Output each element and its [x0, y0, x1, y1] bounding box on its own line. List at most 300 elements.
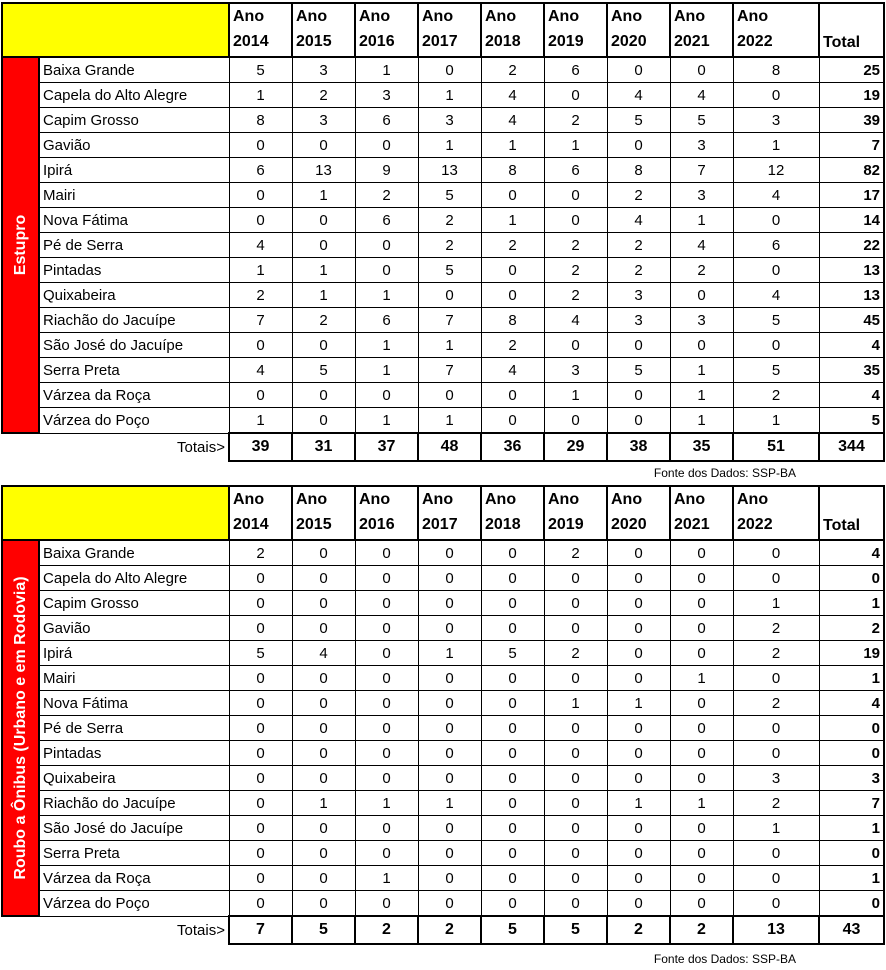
cell-value: 1 — [229, 83, 292, 108]
municipality-name: Capela do Alto Alegre — [39, 83, 229, 108]
cell-value: 1 — [733, 133, 819, 158]
row-total: 4 — [819, 691, 884, 716]
cell-value: 1 — [292, 183, 355, 208]
municipality-name: Pintadas — [39, 258, 229, 283]
cell-value: 2 — [481, 333, 544, 358]
cell-value: 0 — [418, 741, 481, 766]
cell-value: 1 — [292, 258, 355, 283]
row-total: 82 — [819, 158, 884, 183]
column-total: 29 — [544, 433, 607, 461]
table-row — [2, 766, 884, 791]
cell-value: 0 — [607, 716, 670, 741]
cell-value: 3 — [292, 57, 355, 83]
cell-value: 1 — [229, 258, 292, 283]
column-total: 5 — [544, 916, 607, 944]
table-row — [2, 666, 884, 691]
cell-value: 0 — [670, 566, 733, 591]
cell-value: 0 — [229, 716, 292, 741]
year-header: Ano 2016 — [355, 486, 418, 540]
cell-value: 4 — [229, 233, 292, 258]
cell-value: 0 — [292, 841, 355, 866]
cell-value: 0 — [355, 666, 418, 691]
cell-value: 0 — [544, 891, 607, 917]
totals-row — [2, 433, 884, 461]
cell-value: 0 — [481, 283, 544, 308]
row-total: 3 — [819, 766, 884, 791]
table-row — [2, 333, 884, 358]
cell-value: 12 — [733, 158, 819, 183]
cell-value: 1 — [670, 666, 733, 691]
cell-value: 0 — [229, 866, 292, 891]
cell-value: 1 — [292, 283, 355, 308]
cell-value: 2 — [481, 233, 544, 258]
cell-value: 1 — [733, 816, 819, 841]
cell-value: 0 — [544, 816, 607, 841]
cell-value: 5 — [418, 183, 481, 208]
municipality-name: Nova Fátima — [39, 208, 229, 233]
cell-value: 1 — [481, 208, 544, 233]
cell-value: 6 — [733, 233, 819, 258]
cell-value: 0 — [292, 891, 355, 917]
row-total: 4 — [819, 540, 884, 566]
column-total: 35 — [670, 433, 733, 461]
cell-value: 6 — [355, 308, 418, 333]
cell-value: 0 — [229, 691, 292, 716]
year-header: Ano 2018 — [481, 486, 544, 540]
row-total: 0 — [819, 741, 884, 766]
grand-total: 43 — [819, 916, 884, 944]
cell-value: 0 — [607, 133, 670, 158]
cell-value: 2 — [733, 691, 819, 716]
cell-value: 0 — [481, 866, 544, 891]
municipality-name: Capela do Alto Alegre — [39, 566, 229, 591]
cell-value: 5 — [481, 641, 544, 666]
cell-value: 0 — [670, 891, 733, 917]
cell-value: 0 — [544, 791, 607, 816]
cell-value: 1 — [355, 333, 418, 358]
cell-value: 0 — [229, 841, 292, 866]
estupro-table — [1, 2, 885, 462]
cell-value: 0 — [481, 566, 544, 591]
cell-value: 2 — [418, 233, 481, 258]
cell-value: 6 — [355, 108, 418, 133]
cell-value: 0 — [733, 83, 819, 108]
cell-value: 0 — [418, 841, 481, 866]
table-row — [2, 891, 884, 917]
cell-value: 0 — [355, 816, 418, 841]
row-total: 1 — [819, 866, 884, 891]
cell-value: 0 — [355, 841, 418, 866]
cell-value: 0 — [733, 866, 819, 891]
table-row — [2, 641, 884, 666]
cell-value: 1 — [418, 641, 481, 666]
year-header: Ano 2015 — [292, 3, 355, 57]
cell-value: 3 — [670, 308, 733, 333]
cell-value: 0 — [292, 133, 355, 158]
cell-value: 13 — [418, 158, 481, 183]
column-total: 31 — [292, 433, 355, 461]
column-total: 5 — [292, 916, 355, 944]
cell-value: 2 — [544, 233, 607, 258]
row-total: 0 — [819, 841, 884, 866]
cell-value: 0 — [481, 816, 544, 841]
cell-value: 0 — [670, 641, 733, 666]
table-row — [2, 57, 884, 83]
cell-value: 0 — [355, 540, 418, 566]
cell-value: 1 — [670, 358, 733, 383]
cell-value: 1 — [544, 691, 607, 716]
row-total: 1 — [819, 666, 884, 691]
row-total: 25 — [819, 57, 884, 83]
category-title: Estupro — [11, 214, 29, 276]
cell-value: 2 — [733, 616, 819, 641]
cell-value: 8 — [733, 57, 819, 83]
cell-value: 4 — [670, 83, 733, 108]
column-total: 2 — [355, 916, 418, 944]
row-total: 13 — [819, 283, 884, 308]
cell-value: 5 — [607, 108, 670, 133]
cell-value: 2 — [544, 108, 607, 133]
blank-cell — [2, 433, 39, 461]
municipality-name: Pé de Serra — [39, 716, 229, 741]
cell-value: 1 — [670, 383, 733, 408]
cell-value: 0 — [670, 616, 733, 641]
cell-value: 0 — [607, 333, 670, 358]
cell-value: 0 — [418, 891, 481, 917]
cell-value: 0 — [481, 591, 544, 616]
table-row — [2, 358, 884, 383]
cell-value: 0 — [229, 591, 292, 616]
row-total: 22 — [819, 233, 884, 258]
header-corner — [2, 3, 229, 57]
municipality-name: Serra Preta — [39, 358, 229, 383]
cell-value: 5 — [292, 358, 355, 383]
cell-value: 0 — [292, 866, 355, 891]
cell-value: 2 — [544, 641, 607, 666]
column-total: 36 — [481, 433, 544, 461]
row-total: 39 — [819, 108, 884, 133]
municipality-name: Várzea da Roça — [39, 383, 229, 408]
year-header: Ano 2014 — [229, 486, 292, 540]
cell-value: 0 — [355, 766, 418, 791]
totals-label: Totais> — [177, 921, 225, 939]
cell-value: 1 — [418, 83, 481, 108]
cell-value: 0 — [481, 741, 544, 766]
cell-value: 0 — [418, 540, 481, 566]
year-header: Ano 2018 — [481, 3, 544, 57]
cell-value: 0 — [229, 766, 292, 791]
cell-value: 4 — [733, 183, 819, 208]
cell-value: 0 — [292, 383, 355, 408]
cell-value: 1 — [670, 408, 733, 434]
cell-value: 2 — [733, 383, 819, 408]
year-header: Ano 2016 — [355, 3, 418, 57]
cell-value: 0 — [544, 408, 607, 434]
cell-value: 0 — [670, 866, 733, 891]
cell-value: 0 — [292, 566, 355, 591]
cell-value: 13 — [292, 158, 355, 183]
row-total: 4 — [819, 333, 884, 358]
cell-value: 8 — [229, 108, 292, 133]
cell-value: 8 — [481, 158, 544, 183]
cell-value: 0 — [733, 566, 819, 591]
cell-value: 0 — [355, 716, 418, 741]
cell-value: 0 — [733, 666, 819, 691]
year-header: Ano 2014 — [229, 3, 292, 57]
column-total: 2 — [670, 916, 733, 944]
cell-value: 0 — [229, 616, 292, 641]
table-row — [2, 108, 884, 133]
cell-value: 0 — [481, 540, 544, 566]
table-row — [2, 308, 884, 333]
row-total: 7 — [819, 133, 884, 158]
cell-value: 0 — [355, 891, 418, 917]
cell-value: 3 — [544, 358, 607, 383]
municipality-name: Ipirá — [39, 158, 229, 183]
cell-value: 1 — [670, 791, 733, 816]
cell-value: 0 — [418, 616, 481, 641]
year-header: Ano 2021 — [670, 486, 733, 540]
cell-value: 3 — [733, 108, 819, 133]
category-label — [2, 540, 39, 916]
cell-value: 4 — [481, 83, 544, 108]
table-row — [2, 208, 884, 233]
cell-value: 5 — [229, 641, 292, 666]
cell-value: 0 — [355, 566, 418, 591]
cell-value: 0 — [418, 716, 481, 741]
table-row — [2, 233, 884, 258]
data-grid — [1, 485, 885, 945]
cell-value: 0 — [481, 183, 544, 208]
cell-value: 5 — [607, 358, 670, 383]
cell-value: 4 — [607, 83, 670, 108]
row-total: 5 — [819, 408, 884, 434]
year-header: Ano 2017 — [418, 3, 481, 57]
cell-value: 5 — [733, 308, 819, 333]
row-total: 1 — [819, 816, 884, 841]
column-total: 51 — [733, 433, 819, 461]
table-row — [2, 83, 884, 108]
source-note-roubo-onibus: Fonte dos Dados: SSP-BA — [653, 952, 796, 966]
total-header: Total — [819, 3, 884, 57]
cell-value: 1 — [292, 791, 355, 816]
municipality-name: Pintadas — [39, 741, 229, 766]
totals-row — [2, 916, 884, 944]
cell-value: 0 — [544, 666, 607, 691]
cell-value: 1 — [355, 57, 418, 83]
cell-value: 0 — [544, 766, 607, 791]
cell-value: 4 — [733, 283, 819, 308]
row-total: 0 — [819, 716, 884, 741]
cell-value: 0 — [481, 408, 544, 434]
cell-value: 6 — [355, 208, 418, 233]
cell-value: 0 — [670, 283, 733, 308]
table-row — [2, 591, 884, 616]
cell-value: 0 — [481, 666, 544, 691]
grand-total: 344 — [819, 433, 884, 461]
totals-label: Totais> — [177, 438, 225, 456]
cell-value: 3 — [670, 183, 733, 208]
cell-value: 1 — [670, 208, 733, 233]
municipality-name: Serra Preta — [39, 841, 229, 866]
cell-value: 9 — [355, 158, 418, 183]
cell-value: 3 — [607, 308, 670, 333]
cell-value: 0 — [292, 816, 355, 841]
cell-value: 0 — [670, 816, 733, 841]
cell-value: 2 — [418, 208, 481, 233]
cell-value: 2 — [607, 258, 670, 283]
year-header: Ano 2022 — [733, 3, 819, 57]
cell-value: 0 — [355, 591, 418, 616]
cell-value: 0 — [544, 616, 607, 641]
cell-value: 0 — [481, 691, 544, 716]
cell-value: 0 — [670, 741, 733, 766]
table-row — [2, 540, 884, 566]
municipality-name: Nova Fátima — [39, 691, 229, 716]
cell-value: 8 — [481, 308, 544, 333]
municipality-name: Pé de Serra — [39, 233, 229, 258]
cell-value: 0 — [607, 540, 670, 566]
cell-value: 0 — [229, 333, 292, 358]
cell-value: 3 — [733, 766, 819, 791]
table-row — [2, 866, 884, 891]
cell-value: 0 — [355, 258, 418, 283]
cell-value: 2 — [607, 183, 670, 208]
cell-value: 0 — [481, 258, 544, 283]
cell-value: 0 — [670, 333, 733, 358]
municipality-name: Baixa Grande — [39, 540, 229, 566]
cell-value: 1 — [355, 358, 418, 383]
cell-value: 8 — [607, 158, 670, 183]
cell-value: 0 — [544, 208, 607, 233]
cell-value: 1 — [544, 383, 607, 408]
cell-value: 0 — [418, 383, 481, 408]
row-total: 13 — [819, 258, 884, 283]
year-header: Ano 2017 — [418, 486, 481, 540]
table-row — [2, 566, 884, 591]
cell-value: 0 — [481, 766, 544, 791]
table-row — [2, 183, 884, 208]
cell-value: 0 — [607, 566, 670, 591]
cell-value: 2 — [544, 540, 607, 566]
cell-value: 0 — [607, 408, 670, 434]
cell-value: 2 — [607, 233, 670, 258]
cell-value: 0 — [292, 766, 355, 791]
total-header: Total — [819, 486, 884, 540]
cell-value: 1 — [733, 408, 819, 434]
row-total: 7 — [819, 791, 884, 816]
cell-value: 0 — [292, 741, 355, 766]
municipality-name: Mairi — [39, 183, 229, 208]
cell-value: 0 — [607, 616, 670, 641]
cell-value: 4 — [544, 308, 607, 333]
municipality-name: Quixabeira — [39, 283, 229, 308]
cell-value: 1 — [733, 591, 819, 616]
cell-value: 0 — [544, 83, 607, 108]
row-total: 19 — [819, 641, 884, 666]
cell-value: 0 — [229, 133, 292, 158]
cell-value: 0 — [481, 791, 544, 816]
column-total: 39 — [229, 433, 292, 461]
row-total: 0 — [819, 891, 884, 917]
municipality-name: Várzea do Poço — [39, 891, 229, 917]
cell-value: 0 — [544, 591, 607, 616]
table-row — [2, 816, 884, 841]
category-label — [2, 57, 39, 433]
cell-value: 0 — [292, 666, 355, 691]
cell-value: 0 — [670, 841, 733, 866]
cell-value: 0 — [292, 233, 355, 258]
cell-value: 6 — [544, 158, 607, 183]
cell-value: 0 — [418, 666, 481, 691]
cell-value: 0 — [607, 766, 670, 791]
year-header: Ano 2019 — [544, 486, 607, 540]
header-row — [2, 486, 884, 540]
cell-value: 1 — [355, 791, 418, 816]
cell-value: 1 — [355, 283, 418, 308]
municipality-name: Capim Grosso — [39, 108, 229, 133]
cell-value: 1 — [418, 408, 481, 434]
cell-value: 0 — [229, 741, 292, 766]
cell-value: 0 — [229, 566, 292, 591]
year-header: Ano 2020 — [607, 3, 670, 57]
cell-value: 0 — [292, 691, 355, 716]
table-row — [2, 383, 884, 408]
cell-value: 0 — [418, 691, 481, 716]
cell-value: 3 — [607, 283, 670, 308]
cell-value: 1 — [418, 333, 481, 358]
cell-value: 4 — [481, 108, 544, 133]
cell-value: 0 — [544, 183, 607, 208]
cell-value: 0 — [607, 666, 670, 691]
cell-value: 0 — [607, 866, 670, 891]
cell-value: 0 — [355, 691, 418, 716]
column-total: 2 — [607, 916, 670, 944]
municipality-name: Várzea da Roça — [39, 866, 229, 891]
header-row — [2, 3, 884, 57]
municipality-name: Ipirá — [39, 641, 229, 666]
municipality-name: Capim Grosso — [39, 591, 229, 616]
municipality-name: Riachão do Jacuípe — [39, 791, 229, 816]
row-total: 19 — [819, 83, 884, 108]
cell-value: 0 — [733, 841, 819, 866]
cell-value: 1 — [355, 408, 418, 434]
table-row — [2, 791, 884, 816]
municipality-name: Baixa Grande — [39, 57, 229, 83]
cell-value: 1 — [355, 866, 418, 891]
cell-value: 2 — [229, 283, 292, 308]
municipality-name: Mairi — [39, 666, 229, 691]
cell-value: 0 — [544, 866, 607, 891]
row-total: 0 — [819, 566, 884, 591]
row-total: 35 — [819, 358, 884, 383]
cell-value: 0 — [229, 666, 292, 691]
cell-value: 0 — [355, 741, 418, 766]
cell-value: 7 — [229, 308, 292, 333]
cell-value: 7 — [418, 308, 481, 333]
cell-value: 3 — [418, 108, 481, 133]
table-row — [2, 691, 884, 716]
cell-value: 0 — [670, 591, 733, 616]
cell-value: 2 — [670, 258, 733, 283]
cell-value: 2 — [733, 791, 819, 816]
cell-value: 3 — [355, 83, 418, 108]
cell-value: 0 — [292, 540, 355, 566]
cell-value: 0 — [544, 333, 607, 358]
cell-value: 4 — [607, 208, 670, 233]
cell-value: 4 — [670, 233, 733, 258]
cell-value: 0 — [607, 741, 670, 766]
